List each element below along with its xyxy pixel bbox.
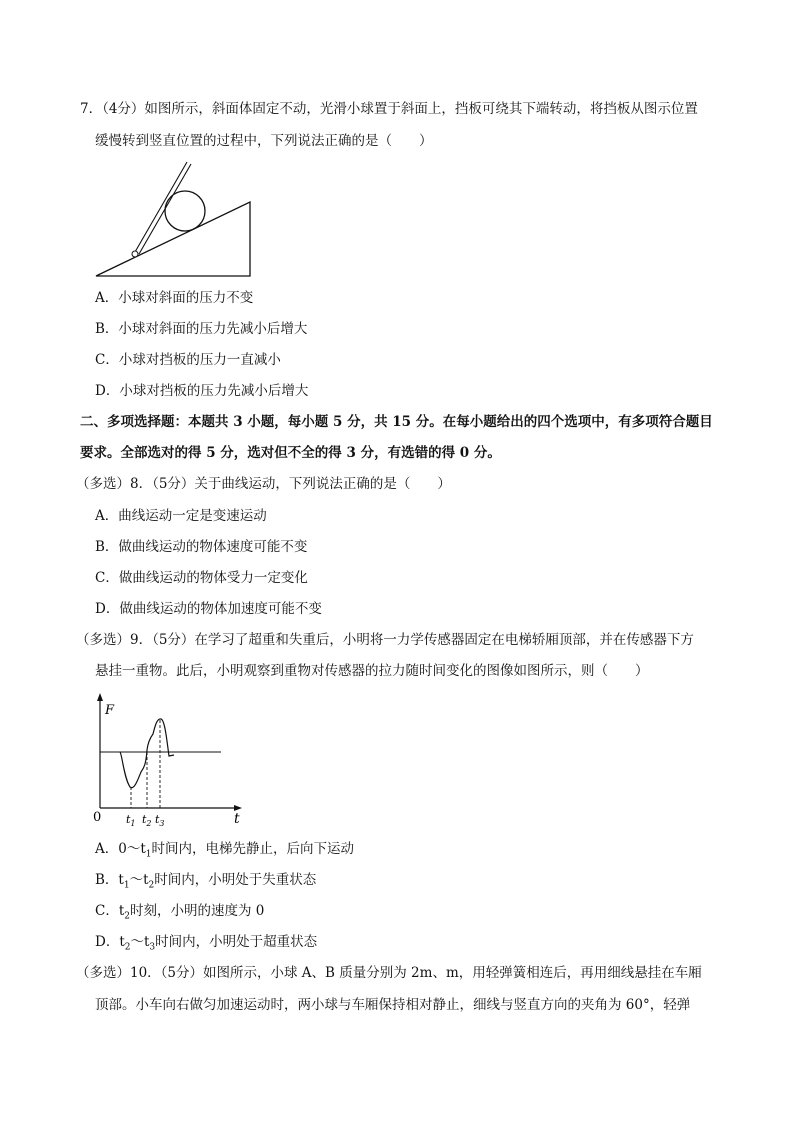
t2-label: $t_2$ [142, 813, 152, 828]
q7-option-d: D．小球对挡板的压力先减小后增大 [95, 383, 309, 399]
force-time-graph [88, 690, 248, 830]
q7-stem-line1: 7．（4分）如图所示，斜面体固定不动，光滑小球置于斜面上，挡板可绕其下端转动，将挡板从图示位置 [80, 101, 698, 117]
q7-option-c: C．小球对挡板的压力一直减小 [95, 352, 281, 368]
y-axis-label: F [105, 703, 115, 718]
q10-stem-line2: 顶部。小车向右做匀加速运动时，两小球与车厢保持相对静止，细线与竖直方向的夹角为 60°，轻弹 [95, 997, 691, 1013]
incline-triangle [96, 202, 250, 276]
incline-figure [92, 158, 257, 280]
q8-option-b: B．做曲线运动的物体速度可能不变 [95, 539, 308, 555]
q9-option-c: C．$t_2$时刻，小明的速度为 0 [95, 903, 265, 922]
t3-label: $t_3$ [155, 813, 165, 828]
q10-stem-line1: （多选）10．（5分）如图所示，小球 A、B 质量分别为 2m、m，用轻弹簧相连后，再用细线悬挂在车厢 [76, 965, 702, 981]
ball [165, 191, 205, 231]
q8-option-c: C．做曲线运动的物体受力一定变化 [95, 570, 308, 586]
baffle-pivot [132, 251, 138, 257]
section2-heading-line1: 二、多项选择题：本题共 3 小题，每小题 5 分，共 15 分。在每小题给出的四个选项中，有多项符合题目 [80, 414, 713, 430]
q9-stem-line2: 悬挂一重物。此后，小明观察到重物对传感器的拉力随时间变化的图像如图所示，则（ ） [95, 663, 649, 679]
q7-option-b: B．小球对斜面的压力先减小后增大 [95, 321, 308, 337]
t1-label: $t_1$ [126, 813, 136, 828]
baffle-edge-2 [139, 164, 191, 254]
x-axis-label: t [234, 811, 240, 827]
section2-heading-line2: 要求。全部选对的得 5 分，选对但不全的得 3 分，有选错的得 0 分。 [80, 445, 501, 461]
q7-option-a: A．小球对斜面的压力不变 [95, 290, 254, 306]
q9-stem-line1: （多选）9．（5分）在学习了超重和失重后，小明将一力学传感器固定在电梯轿厢顶部，并在传感器下方 [76, 632, 694, 648]
q9-option-d: D．$t_2\sim t_3$时间内，小明处于超重状态 [95, 934, 318, 953]
q9-option-b: B．$t_1\sim t_2$时间内，小明处于失重状态 [95, 872, 317, 891]
baffle-edge-1 [135, 162, 187, 252]
q8-option-a: A．曲线运动一定是变速运动 [95, 508, 267, 524]
q9-option-a: A．$0\sim t_1$时间内，电梯先静止，后向下运动 [95, 841, 354, 860]
y-axis-arrow [97, 693, 103, 701]
q8-stem: （多选）8．（5分）关于曲线运动，下列说法正确的是（ ） [76, 476, 451, 492]
origin-label: 0 [93, 810, 102, 825]
q8-option-d: D．做曲线运动的物体加速度可能不变 [95, 601, 322, 617]
q7-stem-line2: 缓慢转到竖直位置的过程中，下列说法正确的是（ ） [95, 133, 433, 149]
